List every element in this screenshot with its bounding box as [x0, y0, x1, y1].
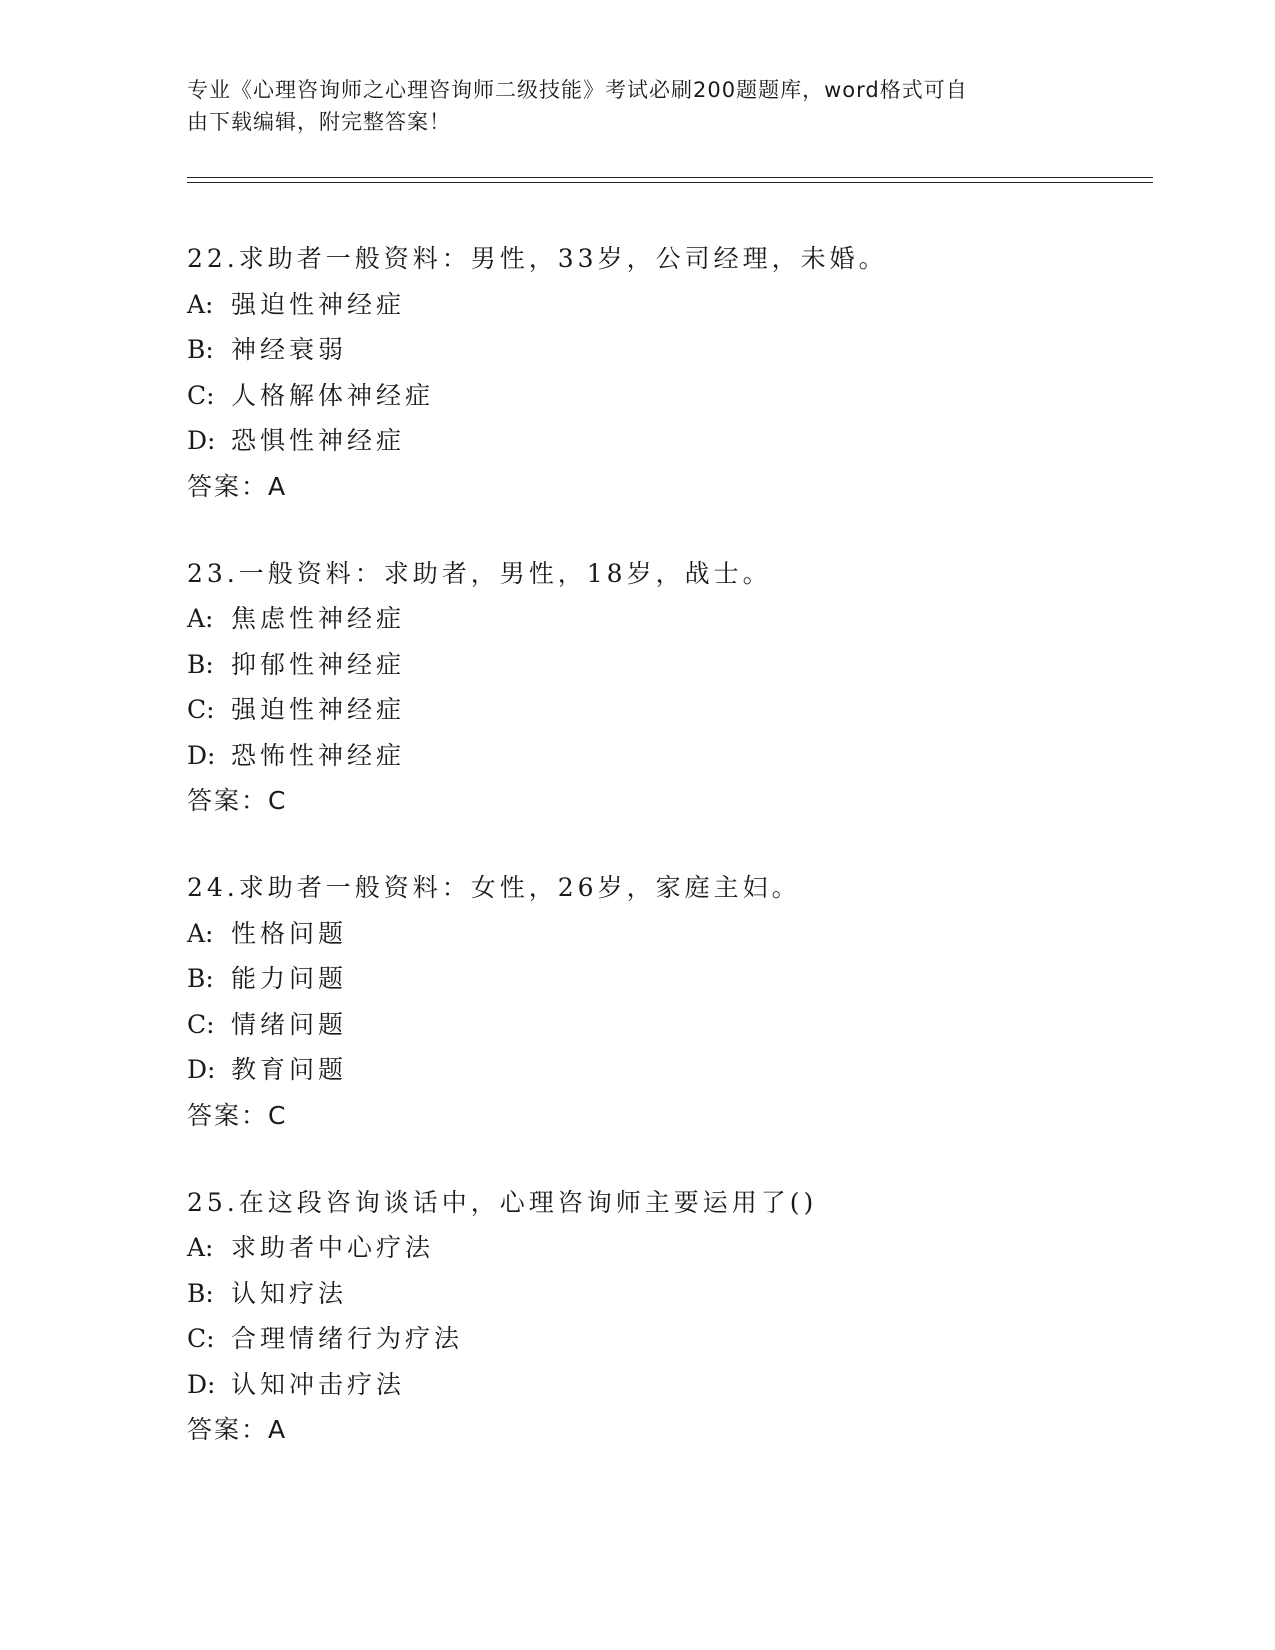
- option-d: [187, 418, 1147, 464]
- option-letter: B:: [187, 964, 214, 993]
- document-header: [187, 74, 1067, 138]
- question-stem: 23.一般资料：求助者，男性，18岁，战士。: [187, 558, 772, 588]
- answer-line: 答案：A: [187, 1415, 288, 1444]
- question-23: [187, 551, 1147, 825]
- question-22: [187, 236, 1147, 510]
- option-b: [187, 327, 1147, 373]
- option-letter: B:: [187, 335, 214, 364]
- option-text: 抑郁性神经症: [231, 649, 406, 679]
- option-text: 认知冲击疗法: [231, 1369, 406, 1399]
- option-letter: B:: [187, 1278, 214, 1308]
- answer-line: 答案：C: [187, 1100, 288, 1130]
- option-text: 人格解体神经症: [231, 380, 435, 410]
- option-letter: D:: [187, 740, 216, 770]
- option-text: 强迫性神经症: [231, 695, 406, 724]
- option-letter: D:: [187, 1369, 216, 1399]
- option-letter: A:: [187, 604, 214, 633]
- option-letter: B:: [187, 649, 214, 679]
- option-c: [187, 1316, 1147, 1362]
- option-text: 焦虑性神经症: [231, 604, 406, 633]
- option-a: [187, 282, 1147, 328]
- header-line-1: 专业《心理咨询师之心理咨询师二级技能》考试必刷200题题库，word格式可自: [187, 78, 968, 102]
- question-25: [187, 1180, 1147, 1454]
- header-divider-bottom: [187, 182, 1153, 183]
- option-a: [187, 596, 1147, 642]
- answer-line: 答案：C: [187, 786, 288, 815]
- option-letter: C:: [187, 380, 215, 410]
- option-text: 合理情绪行为疗法: [231, 1324, 464, 1353]
- option-a: [187, 911, 1147, 957]
- option-text: 恐怖性神经症: [231, 740, 406, 770]
- option-text: 认知疗法: [231, 1278, 348, 1308]
- option-text: 神经衰弱: [231, 335, 348, 364]
- option-letter: A:: [187, 1233, 214, 1262]
- option-letter: C:: [187, 1009, 215, 1039]
- question-list: [187, 236, 1147, 1494]
- option-letter: D:: [187, 426, 216, 455]
- option-letter: D:: [187, 1055, 216, 1084]
- header-divider-top: [187, 177, 1153, 178]
- option-c: [187, 687, 1147, 733]
- option-b: [187, 956, 1147, 1002]
- option-text: 性格问题: [231, 918, 348, 948]
- option-letter: C:: [187, 1324, 215, 1353]
- answer-line: 答案：A: [187, 471, 288, 501]
- option-d: [187, 1362, 1147, 1408]
- option-text: 能力问题: [231, 964, 348, 993]
- option-text: 强迫性神经症: [231, 289, 406, 319]
- option-letter: A:: [187, 289, 214, 319]
- option-text: 教育问题: [231, 1055, 348, 1084]
- option-b: [187, 642, 1147, 688]
- option-b: [187, 1271, 1147, 1317]
- option-c: [187, 373, 1147, 419]
- option-text: 情绪问题: [231, 1009, 348, 1039]
- header-line-2: 由下载编辑，附完整答案！: [187, 110, 451, 134]
- option-text: 求助者中心疗法: [231, 1233, 435, 1262]
- option-d: [187, 733, 1147, 779]
- option-text: 恐惧性神经症: [231, 426, 406, 455]
- option-d: [187, 1047, 1147, 1093]
- option-a: [187, 1225, 1147, 1271]
- option-letter: A:: [187, 918, 214, 948]
- question-24: [187, 865, 1147, 1139]
- question-stem: 22.求助者一般资料：男性，33岁，公司经理，未婚。: [187, 244, 888, 273]
- question-stem: 24.求助者一般资料：女性，26岁，家庭主妇。: [187, 873, 801, 902]
- option-c: [187, 1002, 1147, 1048]
- option-letter: C:: [187, 695, 215, 724]
- question-stem: 25.在这段咨询谈话中，心理咨询师主要运用了(): [187, 1187, 818, 1217]
